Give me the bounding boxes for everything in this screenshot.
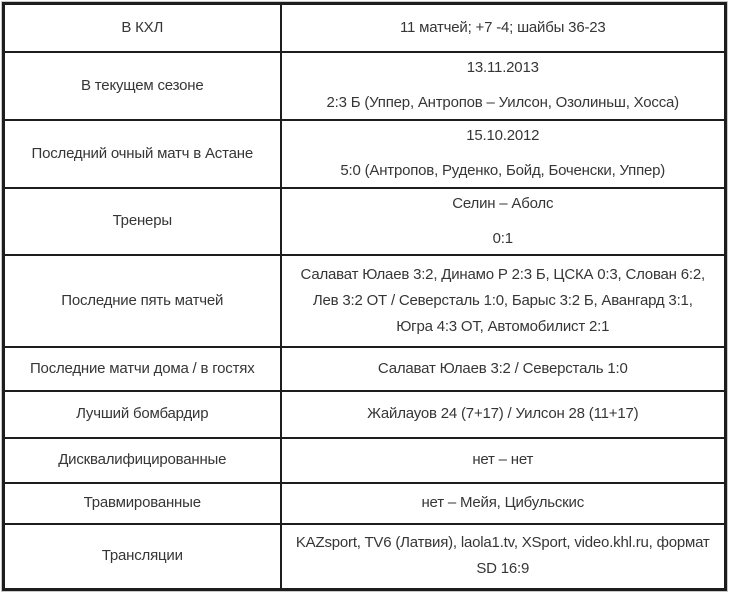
row-value: [281, 391, 726, 438]
row-value: [281, 524, 726, 590]
row-label: В текущем сезоне: [4, 52, 281, 120]
row-label: Трансляции: [4, 524, 281, 590]
value-line: Салават Юлаев 3:2 / Северсталь 1:0: [377, 359, 628, 377]
value-line: нет – нет: [472, 451, 534, 468]
row-label: Травмированные: [4, 483, 281, 524]
row-label: Последние пять матчей: [4, 255, 281, 347]
value-line: 13.11.2013: [466, 59, 539, 76]
value-line: Жайлауов 24 (7+17) / Уилсон 28 (11+17): [367, 405, 639, 422]
table-row-top-scorer: [4, 391, 726, 438]
value-line: 15.10.2012: [466, 127, 540, 144]
row-value: [281, 483, 726, 524]
table-row-disqualified: [4, 438, 726, 483]
table-row-khl: [4, 4, 726, 52]
row-value: [281, 188, 726, 255]
value-line: 0:1: [492, 229, 513, 247]
table-row-last-five-matches: [4, 255, 726, 347]
value-line: 11 матчей; +7 -4; шайбы 36-23: [399, 18, 606, 36]
row-value: [281, 52, 726, 120]
row-value: [281, 120, 726, 188]
row-value: [281, 255, 726, 347]
table-row-current-season: [4, 52, 726, 120]
value-line: KAZsport, TV6 (Латвия), laola1.tv, XSport, video.khl.ru, формат SD 16:9: [295, 534, 710, 578]
row-value: [281, 438, 726, 483]
value-line: Селин – Аболс: [452, 194, 554, 212]
table-row-last-home-away: [4, 347, 726, 391]
value-line: 5:0 (Антропов, Руденко, Бойд, Боченски, Уппер): [340, 162, 666, 179]
value-line: нет – Мейя, Цибульскис: [421, 494, 585, 511]
row-label: В КХЛ: [4, 4, 281, 52]
table-row-last-match-astana: [4, 120, 726, 188]
row-value: [281, 347, 726, 391]
row-label: Дисквалифицированные: [4, 438, 281, 483]
row-value: [281, 4, 726, 52]
row-label: Тренеры: [4, 188, 281, 255]
row-label: Последние матчи дома / в гостях: [4, 347, 281, 391]
row-label: Последний очный матч в Астане: [4, 120, 281, 188]
table-row-broadcasts: [4, 524, 726, 590]
table-row-coaches: [4, 188, 726, 255]
value-line: 2:3 Б (Уппер, Антропов – Уилсон, Озолиньш, Хосса): [326, 94, 679, 111]
table-row-injured: [4, 483, 726, 524]
match-preview-table: [2, 2, 727, 591]
row-label: Лучший бомбардир: [4, 391, 281, 438]
value-line: Салават Юлаев 3:2, Динамо Р 2:3 Б, ЦСКА 0:3, Слован 6:2, Лев 3:2 ОТ / Северсталь 1:0, Барыс 3:2 Б, Авангард 3:1, Югра 4:3 ОТ, Автомобилист 2:1: [300, 265, 705, 335]
